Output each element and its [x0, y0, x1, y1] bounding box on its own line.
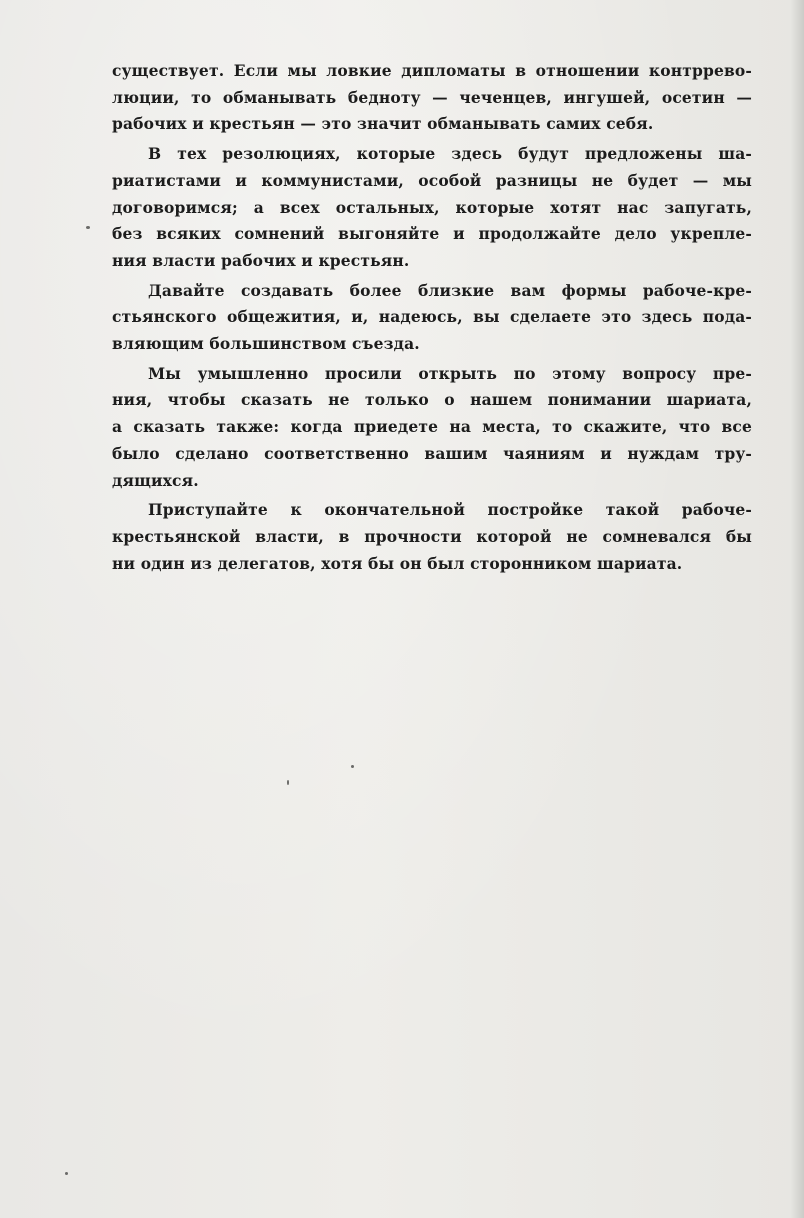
- page-edge-shadow: [790, 0, 804, 1218]
- paper-speck: [287, 780, 289, 785]
- paragraph-3: [112, 278, 752, 358]
- text-line: вляющим большинством съезда.: [112, 334, 420, 354]
- text-line: существует. Если мы ловкие дипломаты в отношении контррево-: [112, 61, 752, 80]
- paper-speck: [65, 1172, 68, 1175]
- text-line: рабочих и крестьян — это значит обманывать самих себя.: [112, 114, 654, 134]
- paper-speck: [86, 226, 90, 229]
- text-line: крестьянской власти, в прочности которой не сомневался бы: [112, 526, 752, 546]
- text-line: без всяких сомнений выгоняйте и продолжайте дело укрепле-: [112, 224, 752, 244]
- text-line: было сделано соответственно вашим чаяниям и нуждам тру-: [112, 443, 752, 463]
- text-line: ни один из делегатов, хотя бы он был сторонником шариата.: [112, 553, 683, 573]
- text-line: Мы умышленно просили открыть по этому вопросу пре-: [148, 363, 752, 383]
- text-line: ния власти рабочих и крестьян.: [112, 250, 410, 270]
- text-line: Давайте создавать более близкие вам формы рабоче-кре-: [148, 280, 752, 300]
- text-line: Приступайте к окончательной постройке такой рабоче-: [148, 500, 752, 520]
- paragraph-5: [112, 497, 752, 577]
- paper-speck: [351, 765, 354, 768]
- text-line: стьянского общежития, и, надеюсь, вы сделаете это здесь пода-: [112, 307, 752, 327]
- text-line: договоримся; а всех остальных, которые хотят нас запугать,: [112, 197, 752, 217]
- text-line: риатистами и коммунистами, особой разницы не будет — мы: [112, 170, 752, 190]
- paragraph-1: [112, 58, 752, 138]
- body-text: [112, 58, 752, 580]
- paragraph-4: [112, 361, 752, 495]
- text-line: В тех резолюциях, которые здесь будут предложены ша-: [148, 144, 752, 164]
- text-line: а сказать также: когда приедете на места, то скажите, что все: [112, 417, 752, 437]
- text-line: дящихся.: [112, 470, 199, 490]
- text-line: люции, то обманывать бедноту — чеченцев, ингушей, осетин —: [112, 87, 752, 107]
- text-line: ния, чтобы сказать не только о нашем понимании шариата,: [112, 390, 752, 410]
- paragraph-2: [112, 141, 752, 275]
